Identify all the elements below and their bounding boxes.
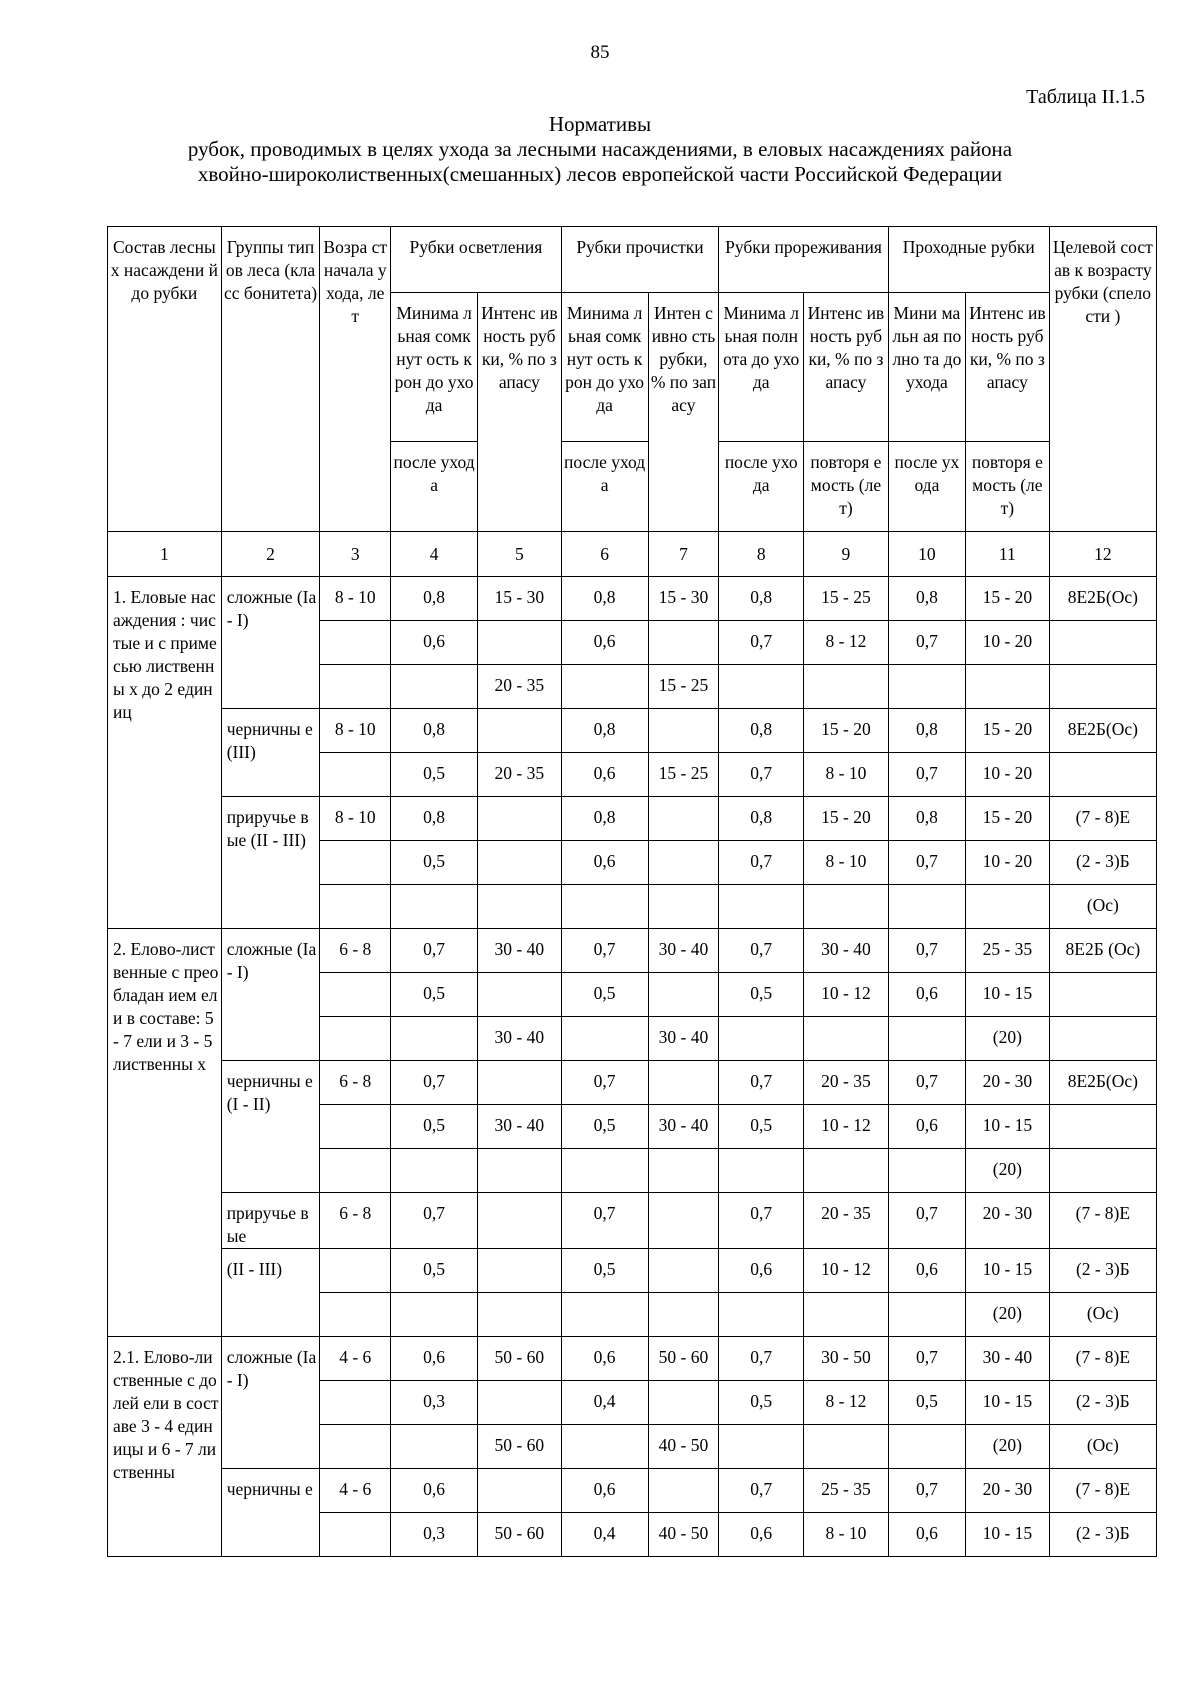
forest-type-cell: черничны е [221, 1469, 320, 1557]
table-cell [719, 1017, 804, 1061]
table-cell: 0,5 [719, 1105, 804, 1149]
table-cell: 0,5 [561, 973, 648, 1017]
table-cell: 0,7 [391, 1193, 478, 1249]
table-cell: 0,7 [561, 1061, 648, 1105]
table-cell: 8Е2Б (Ос) [1049, 929, 1156, 973]
table-cell: 0,8 [888, 797, 965, 841]
table-cell [719, 665, 804, 709]
table-cell: 0,6 [719, 1249, 804, 1293]
header-passing: Проходные рубки [888, 227, 1049, 293]
table-row [108, 929, 1157, 973]
header-clearing: Рубки осветления [391, 227, 562, 293]
table-cell: (20) [966, 1017, 1050, 1061]
table-row [108, 797, 1157, 841]
forest-type-cell: приручье вые [221, 1193, 320, 1249]
table-cell: 8 - 12 [804, 621, 889, 665]
table-cell: 15 - 30 [648, 577, 719, 621]
table-cell: 0,5 [391, 753, 478, 797]
table-cell: (2 - 3)Б [1049, 1381, 1156, 1425]
table-cell: 25 - 35 [804, 1469, 889, 1513]
table-cell [391, 1293, 478, 1337]
table-cell: 10 - 12 [804, 973, 889, 1017]
column-number: 11 [966, 532, 1050, 577]
table-cell [648, 841, 719, 885]
table-cell [1049, 1105, 1156, 1149]
table-cell: 30 - 50 [804, 1337, 889, 1381]
table-cell [804, 1293, 889, 1337]
table-cell: 0,6 [561, 1337, 648, 1381]
header-intensity-passing: Интенс ивность рубки, % по запасу [966, 293, 1050, 442]
table-cell: 0,6 [391, 1469, 478, 1513]
table-cell: 8Е2Б(Ос) [1049, 577, 1156, 621]
column-number: 4 [391, 532, 478, 577]
table-cell: 0,7 [719, 929, 804, 973]
table-cell: 0,5 [888, 1381, 965, 1425]
table-cell: 10 - 20 [966, 753, 1050, 797]
table-cell: 6 - 8 [320, 1061, 391, 1105]
table-title [0, 112, 1200, 187]
table-cell [561, 1149, 648, 1193]
header-repeat-thinning: повторя емость (лет) [804, 442, 889, 532]
table-cell: 20 - 30 [966, 1193, 1050, 1249]
forest-type-cell: (II - III) [221, 1249, 320, 1337]
table-cell: 30 - 40 [478, 929, 562, 973]
header-start-age: Возра ст начала ухода, лет [320, 227, 391, 532]
table-cell: 0,7 [719, 1061, 804, 1105]
table-cell [648, 1293, 719, 1337]
table-cell: 0,8 [719, 577, 804, 621]
table-cell: (Ос) [1049, 1425, 1156, 1469]
forest-type-cell: сложные (Ia - I) [221, 577, 320, 709]
table-cell [478, 1149, 562, 1193]
table-cell [719, 1293, 804, 1337]
table-cell [320, 665, 391, 709]
table-cell: 30 - 40 [478, 1105, 562, 1149]
table-cell: (2 - 3)Б [1049, 841, 1156, 885]
table-cell [719, 1149, 804, 1193]
table-cell: 10 - 20 [966, 621, 1050, 665]
table-cell: 15 - 20 [966, 797, 1050, 841]
table-cell: 8Е2Б(Ос) [1049, 709, 1156, 753]
table-cell: 0,6 [888, 973, 965, 1017]
table-cell: 0,6 [561, 1469, 648, 1513]
forest-type-cell: приручье вые (II - III) [221, 797, 320, 929]
table-cell [561, 1017, 648, 1061]
table-cell: 0,7 [719, 1193, 804, 1249]
header-intensity-cleaning: Интен сивно сть рубки, % по запасу [648, 293, 719, 532]
table-cell [478, 797, 562, 841]
table-cell: 0,7 [719, 1337, 804, 1381]
table-cell: 8 - 10 [320, 709, 391, 753]
table-cell: 40 - 50 [648, 1513, 719, 1557]
table-cell: 0,7 [888, 753, 965, 797]
table-cell: 50 - 60 [648, 1337, 719, 1381]
table-cell: 4 - 6 [320, 1469, 391, 1513]
table-cell: 6 - 8 [320, 929, 391, 973]
header-after-care-passing: после ухода [888, 442, 965, 532]
column-number: 12 [1049, 532, 1156, 577]
forest-type-cell: сложные (Ia - I) [221, 929, 320, 1061]
table-cell [1049, 665, 1156, 709]
table-cell [804, 1149, 889, 1193]
table-cell [478, 1061, 562, 1105]
header-target: Целевой состав к возрасту рубки (спелости ) [1049, 227, 1156, 532]
table-cell: 0,7 [391, 929, 478, 973]
table-cell: 15 - 30 [478, 577, 562, 621]
table-row [108, 1193, 1157, 1249]
header-forest-types: Группы типов леса (класс бонитета) [221, 227, 320, 532]
header-cleaning: Рубки прочистки [561, 227, 719, 293]
table-cell [320, 1293, 391, 1337]
table-cell: 30 - 40 [648, 1105, 719, 1149]
table-cell: 20 - 35 [804, 1193, 889, 1249]
table-cell: (7 - 8)Е [1049, 797, 1156, 841]
table-row [108, 1249, 1157, 1293]
forest-type-cell: сложные (Ia - I) [221, 1337, 320, 1469]
table-cell: 8Е2Б(Ос) [1049, 1061, 1156, 1105]
table-cell [1049, 621, 1156, 665]
table-cell: 8 - 10 [320, 577, 391, 621]
table-cell: 0,5 [719, 1381, 804, 1425]
column-number: 2 [221, 532, 320, 577]
table-cell: 8 - 12 [804, 1381, 889, 1425]
composition-cell: 1. Еловые насаждения : чистые и с примесью лиственны х до 2 единиц [108, 577, 222, 929]
norms-table [107, 226, 1157, 1557]
table-cell: 0,7 [719, 621, 804, 665]
table-cell: (20) [966, 1149, 1050, 1193]
table-cell [320, 1381, 391, 1425]
table-cell: 15 - 20 [966, 709, 1050, 753]
table-cell: 0,8 [561, 797, 648, 841]
table-cell: 6 - 8 [320, 1193, 391, 1249]
header-min-fullness-thinning: Минима льная полнота до ухода [719, 293, 804, 442]
table-cell: (7 - 8)Е [1049, 1193, 1156, 1249]
table-cell [648, 797, 719, 841]
table-cell [1049, 753, 1156, 797]
table-cell: 15 - 25 [648, 665, 719, 709]
table-cell [719, 1425, 804, 1469]
table-cell: 0,3 [391, 1381, 478, 1425]
table-row [108, 709, 1157, 753]
table-cell: 8 - 10 [804, 841, 889, 885]
table-cell [648, 1149, 719, 1193]
table-cell: 30 - 40 [648, 1017, 719, 1061]
table-cell: (Ос) [1049, 1293, 1156, 1337]
header-min-density-clearing: Минима льная сомкнут ость крон до ухода [391, 293, 478, 442]
table-cell [648, 1469, 719, 1513]
table-cell [1049, 973, 1156, 1017]
table-cell: 10 - 12 [804, 1249, 889, 1293]
table-cell: 20 - 30 [966, 1061, 1050, 1105]
table-cell [888, 665, 965, 709]
table-cell [391, 885, 478, 929]
table-cell [804, 885, 889, 929]
table-cell [804, 1017, 889, 1061]
table-cell: 15 - 20 [966, 577, 1050, 621]
table-cell: 30 - 40 [804, 929, 889, 973]
table-cell: 10 - 15 [966, 1381, 1050, 1425]
table-cell [320, 1425, 391, 1469]
table-cell: 0,8 [719, 797, 804, 841]
table-cell: 25 - 35 [966, 929, 1050, 973]
table-cell: 0,8 [719, 709, 804, 753]
header-intensity-thinning: Интенс ивность рубки, % по запасу [804, 293, 889, 442]
table-cell: 0,5 [719, 973, 804, 1017]
table-cell: (Ос) [1049, 885, 1156, 929]
table-cell: 0,5 [391, 1249, 478, 1293]
table-cell [648, 621, 719, 665]
table-cell: 20 - 35 [804, 1061, 889, 1105]
table-cell [648, 1061, 719, 1105]
table-cell: 15 - 25 [804, 577, 889, 621]
table-cell: 20 - 30 [966, 1469, 1050, 1513]
column-number: 1 [108, 532, 222, 577]
table-cell [648, 885, 719, 929]
table-cell [888, 885, 965, 929]
table-cell: 0,6 [561, 841, 648, 885]
column-number: 6 [561, 532, 648, 577]
table-cell: 0,7 [719, 1469, 804, 1513]
column-number: 7 [648, 532, 719, 577]
table-cell [320, 1017, 391, 1061]
header-repeat-passing: повторя емость (лет) [966, 442, 1050, 532]
table-cell: 0,8 [561, 577, 648, 621]
table-cell: 10 - 15 [966, 1513, 1050, 1557]
table-cell [888, 1017, 965, 1061]
table-cell [966, 885, 1050, 929]
table-cell [719, 885, 804, 929]
table-cell: 10 - 15 [966, 1105, 1050, 1149]
table-cell: 50 - 60 [478, 1513, 562, 1557]
table-cell: (2 - 3)Б [1049, 1513, 1156, 1557]
table-cell [648, 1249, 719, 1293]
table-cell: 0,8 [888, 709, 965, 753]
table-cell: 0,3 [391, 1513, 478, 1557]
table-cell: 0,4 [561, 1513, 648, 1557]
table-cell [320, 1149, 391, 1193]
column-number: 10 [888, 532, 965, 577]
table-cell: 0,6 [719, 1513, 804, 1557]
table-cell [561, 665, 648, 709]
table-cell [320, 621, 391, 665]
table-cell: 10 - 15 [966, 1249, 1050, 1293]
table-cell: 0,7 [888, 1193, 965, 1249]
table-cell: 0,7 [888, 1469, 965, 1513]
composition-cell: 2.1. Елово-лиственные с долей ели в составе 3 - 4 единицы и 6 - 7 лиственны [108, 1337, 222, 1557]
header-after-care-thinning: после ухода [719, 442, 804, 532]
table-cell: 0,8 [888, 577, 965, 621]
table-cell [648, 1193, 719, 1249]
table-cell: 0,7 [391, 1061, 478, 1105]
table-cell [804, 1425, 889, 1469]
table-cell [391, 1425, 478, 1469]
page-number: 85 [590, 42, 610, 63]
table-cell [478, 709, 562, 753]
table-cell [478, 841, 562, 885]
header-min-density-cleaning: Минима льная сомкнут ость крон до ухода [561, 293, 648, 442]
table-cell: 0,6 [391, 1337, 478, 1381]
table-cell [561, 1293, 648, 1337]
table-row [108, 1061, 1157, 1105]
table-cell [391, 665, 478, 709]
table-cell [966, 665, 1050, 709]
table-cell [478, 621, 562, 665]
table-cell [320, 841, 391, 885]
table-label: Таблица II.1.5 [1026, 86, 1145, 108]
table-cell: 8 - 10 [804, 1513, 889, 1557]
table-cell: 0,7 [888, 841, 965, 885]
table-cell [648, 1381, 719, 1425]
table-cell: (7 - 8)Е [1049, 1337, 1156, 1381]
table-cell [888, 1149, 965, 1193]
forest-type-cell: черничны е (III) [221, 709, 320, 797]
table-row [108, 1337, 1157, 1381]
table-cell: 0,6 [888, 1249, 965, 1293]
title-line-2: рубок, проводимых в целях ухода за лесными насаждениями, в еловых насаждениях района [187, 137, 1013, 161]
table-cell [478, 973, 562, 1017]
table-cell [804, 665, 889, 709]
table-cell: 20 - 35 [478, 753, 562, 797]
table-cell: 0,6 [888, 1105, 965, 1149]
column-number: 5 [478, 532, 562, 577]
header-intensity-clearing: Интенс ивность рубки, % по запасу [478, 293, 562, 532]
table-cell: 0,5 [391, 973, 478, 1017]
column-number: 9 [804, 532, 889, 577]
table-cell [320, 1105, 391, 1149]
table-cell [561, 1425, 648, 1469]
table-cell [478, 1469, 562, 1513]
title-line-3: хвойно-широколиственных(смешанных) лесов европейской части Российской Федерации [197, 162, 1003, 186]
table-cell: 0,7 [561, 929, 648, 973]
table-cell: 15 - 20 [804, 709, 889, 753]
column-number: 8 [719, 532, 804, 577]
table-cell: 0,7 [561, 1193, 648, 1249]
header-thinning: Рубки прореживания [719, 227, 888, 293]
table-cell: 0,7 [888, 1061, 965, 1105]
table-cell: 30 - 40 [648, 929, 719, 973]
header-composition: Состав лесных насаждени й до рубки [108, 227, 222, 532]
table-cell [391, 1149, 478, 1193]
table-cell: 0,6 [561, 621, 648, 665]
composition-cell: 2. Елово-лиственные с преобладан ием ели в составе: 5 - 7 ели и 3 - 5 лиственны х [108, 929, 222, 1337]
table-cell: 0,8 [391, 797, 478, 841]
table-cell: 10 - 15 [966, 973, 1050, 1017]
table-row [108, 577, 1157, 621]
table-cell: 4 - 6 [320, 1337, 391, 1381]
table-cell [320, 973, 391, 1017]
table-cell: (20) [966, 1293, 1050, 1337]
table-cell: 8 - 10 [320, 797, 391, 841]
table-cell [888, 1425, 965, 1469]
header-min-fullness-passing: Мини мальн ая полно та до ухода [888, 293, 965, 442]
table-row [108, 1469, 1157, 1513]
table-cell: 0,8 [391, 577, 478, 621]
table-cell [478, 1193, 562, 1249]
table-cell: 0,6 [561, 753, 648, 797]
table-cell: 0,5 [391, 841, 478, 885]
table-cell: 0,4 [561, 1381, 648, 1425]
table-cell: 0,7 [888, 929, 965, 973]
table-cell [320, 885, 391, 929]
table-cell: 0,5 [561, 1105, 648, 1149]
table-cell: 15 - 20 [804, 797, 889, 841]
table-cell: 0,5 [561, 1249, 648, 1293]
table-cell: 20 - 35 [478, 665, 562, 709]
table-cell [478, 1249, 562, 1293]
table-cell [478, 885, 562, 929]
table-cell: (7 - 8)Е [1049, 1469, 1156, 1513]
table-cell: 30 - 40 [966, 1337, 1050, 1381]
forest-type-cell: черничны е (I - II) [221, 1061, 320, 1193]
table-cell [1049, 1017, 1156, 1061]
table-cell [561, 885, 648, 929]
table-cell [320, 1513, 391, 1557]
table-cell: 0,7 [888, 1337, 965, 1381]
table-cell: 0,8 [391, 709, 478, 753]
table-cell: 10 - 12 [804, 1105, 889, 1149]
table-cell [478, 1381, 562, 1425]
column-number: 3 [320, 532, 391, 577]
table-cell: 0,8 [561, 709, 648, 753]
table-cell [391, 1017, 478, 1061]
table-cell: 15 - 25 [648, 753, 719, 797]
table-cell: 0,7 [888, 621, 965, 665]
table-cell [1049, 1149, 1156, 1193]
table-cell [648, 973, 719, 1017]
table-cell: 10 - 20 [966, 841, 1050, 885]
table-cell: 8 - 10 [804, 753, 889, 797]
table-cell: 0,7 [719, 753, 804, 797]
table-cell [320, 1249, 391, 1293]
table-cell: 0,6 [888, 1513, 965, 1557]
table-cell: 40 - 50 [648, 1425, 719, 1469]
table-cell: (20) [966, 1425, 1050, 1469]
title-line-1: Нормативы [548, 112, 652, 136]
table-cell: 50 - 60 [478, 1425, 562, 1469]
table-cell [320, 753, 391, 797]
table-cell: 50 - 60 [478, 1337, 562, 1381]
table-cell: 0,5 [391, 1105, 478, 1149]
header-after-care-clearing: после ухода [391, 442, 478, 532]
table-cell: 0,6 [391, 621, 478, 665]
table-cell: 0,7 [719, 841, 804, 885]
header-after-care-cleaning: после ухода [561, 442, 648, 532]
table-cell [478, 1293, 562, 1337]
table-cell: 30 - 40 [478, 1017, 562, 1061]
table-cell: (2 - 3)Б [1049, 1249, 1156, 1293]
table-cell [888, 1293, 965, 1337]
table-cell [648, 709, 719, 753]
column-number-row [108, 532, 1157, 577]
